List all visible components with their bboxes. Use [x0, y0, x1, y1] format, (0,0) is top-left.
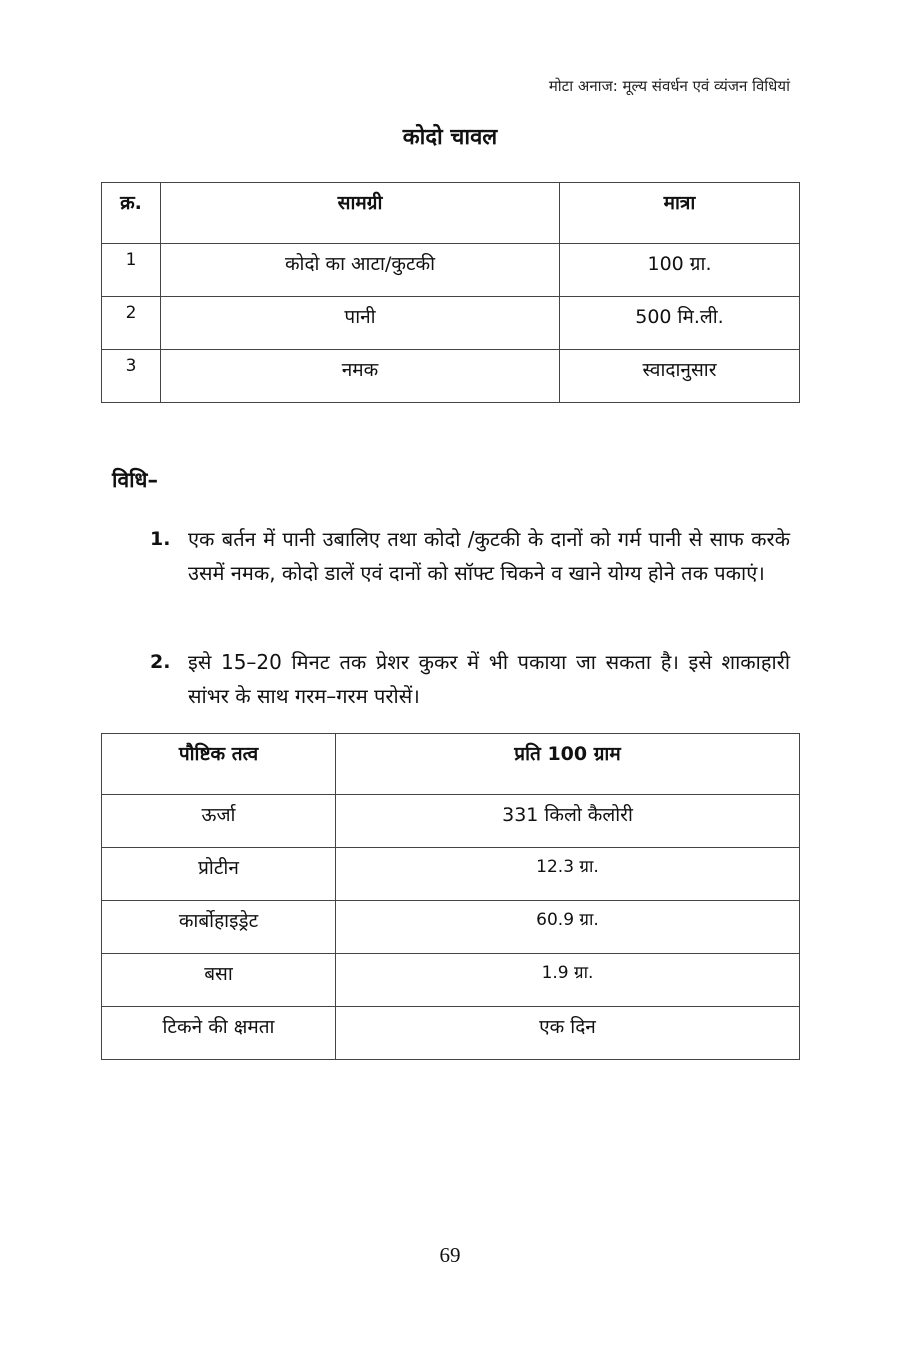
running-header: मोटा अनाज: मूल्य संवर्धन एवं व्यंजन विधियां [548, 77, 790, 95]
page-number: 69 [439, 1243, 461, 1267]
nutrient-value: 1.9 ग्रा. [336, 954, 800, 1007]
row-ingredient: पानी [161, 297, 560, 350]
table-row [102, 244, 800, 297]
nutrient-name: प्रोटीन [102, 848, 336, 901]
step-text: इसे 15–20 मिनट तक प्रेशर कुकर में भी पकाया जा सकता है। इसे शाकाहारी सांभर के साथ गरम–गरम परोसें। [188, 650, 790, 708]
nutrient-value: 331 किलो कैलोरी [336, 795, 800, 848]
nutrient-value: 60.9 ग्रा. [336, 901, 800, 954]
nutrient-name: बसा [102, 954, 336, 1007]
table-row [102, 901, 800, 954]
row-quantity: स्वादानुसार [560, 350, 800, 403]
nutrient-value: एक दिन [336, 1007, 800, 1060]
nutrient-name: टिकने की क्षमता [102, 1007, 336, 1060]
ingredients-table [101, 182, 800, 403]
table-header-row [102, 183, 800, 244]
method-heading: विधि– [112, 468, 158, 492]
header-per-100g: प्रति 100 ग्राम [336, 734, 800, 795]
table-row [102, 954, 800, 1007]
table-row [102, 848, 800, 901]
method-step [150, 645, 790, 713]
step-number: 2. [150, 651, 171, 673]
table-header-row [102, 734, 800, 795]
row-serial: 3 [102, 350, 161, 403]
table-row [102, 350, 800, 403]
nutrient-name: ऊर्जा [102, 795, 336, 848]
header-serial: क्र. [102, 183, 161, 244]
step-number: 1. [150, 528, 171, 550]
nutrition-table [101, 733, 800, 1060]
recipe-title: कोदो चावल [402, 125, 498, 150]
row-ingredient: कोदो का आटा/कुटकी [161, 244, 560, 297]
nutrient-name: कार्बोहाइड्रेट [102, 901, 336, 954]
header-nutrient: पौष्टिक तत्व [102, 734, 336, 795]
row-serial: 1 [102, 244, 161, 297]
nutrient-value: 12.3 ग्रा. [336, 848, 800, 901]
row-ingredient: नमक [161, 350, 560, 403]
table-row [102, 795, 800, 848]
table-row [102, 297, 800, 350]
step-text: एक बर्तन में पानी उबालिए तथा कोदो /कुटकी के दानों को गर्म पानी से साफ करके उसमें नमक, कोदो डालें एवं दानों को सॉफ्ट चिकने व खाने योग्य होने तक पकाएं। [188, 527, 790, 585]
row-serial: 2 [102, 297, 161, 350]
row-quantity: 100 ग्रा. [560, 244, 800, 297]
header-quantity: मात्रा [560, 183, 800, 244]
method-step [150, 522, 790, 590]
row-quantity: 500 मि.ली. [560, 297, 800, 350]
header-ingredient: सामग्री [161, 183, 560, 244]
table-row [102, 1007, 800, 1060]
